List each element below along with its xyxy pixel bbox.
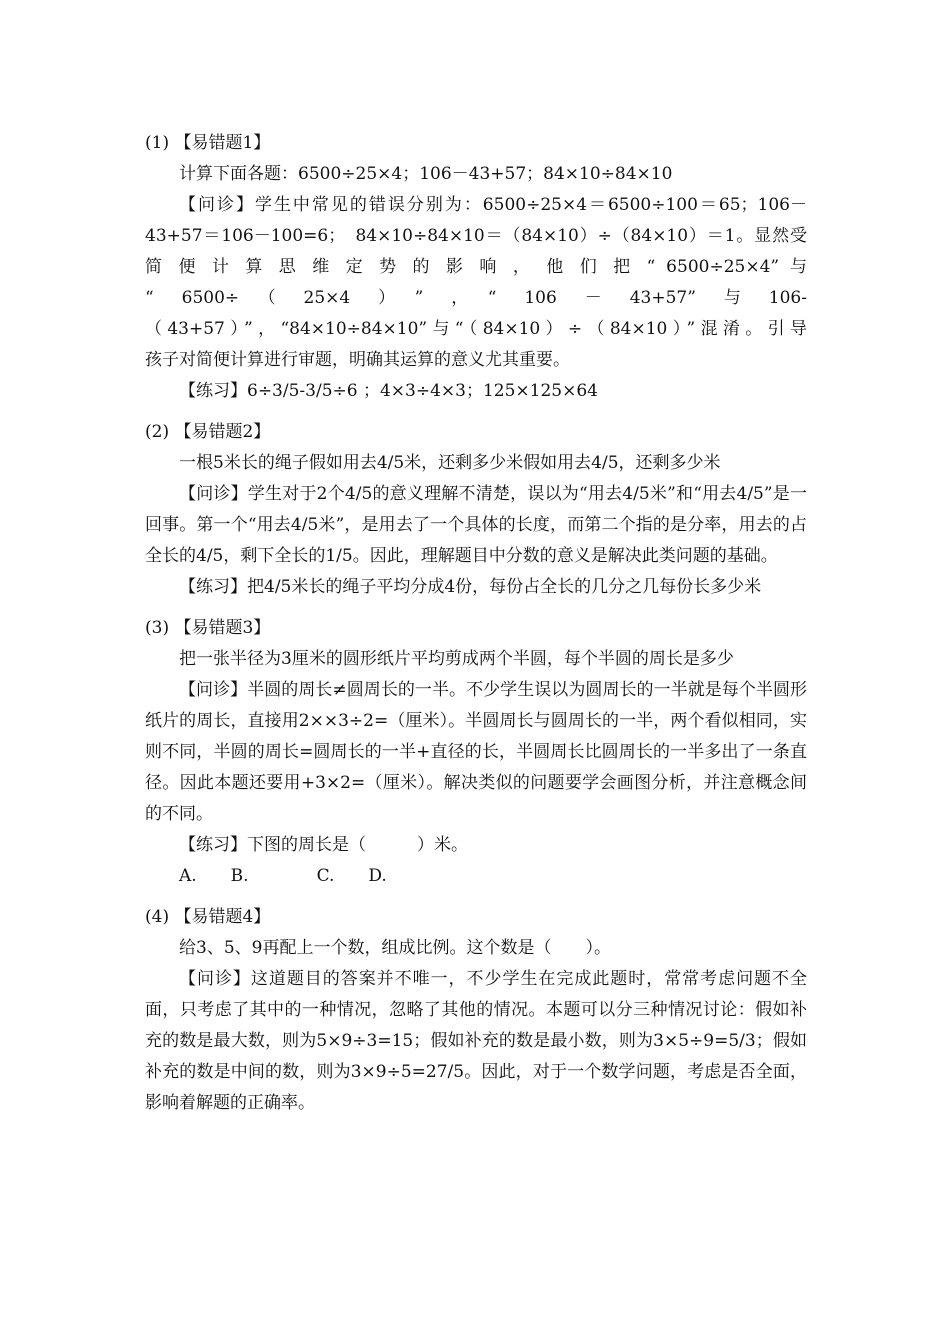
- question-2-diagnosis: 【问诊】学生对于2个4/5的意义理解不清楚，误以为“用去4/5米”和“用去4/5”是一回事。第一个“用去4/5米”，是用去了一个具体的长度，而第二个指的是分率，用去的占全长的4/5，剩下全长的1/5。因此，理解题目中分数的意义是解决此类问题的基础。: [145, 484, 807, 566]
- question-1-problem: 计算下面各题：6500÷25×4；106－43+57；84×10÷84×10: [179, 164, 673, 184]
- question-4-diagnosis: 【问诊】这道题目的答案并不唯一，不少学生在完成此题时，常常考虑问题不全面，只考虑了其中的一种情况，忽略了其他的情况。本题可以分三种情况讨论：假如补充的数是最大数，则为5×9÷3=15；假如补充的数是最小数，则为3×5÷9=5/3；假如补充的数是中间的数，则为3×9÷5=27/5。因此，对于一个数学问题，考虑是否全面，影响着解题的正确率。: [145, 969, 807, 1113]
- question-1-heading: (1) 【易错题1】: [145, 133, 271, 153]
- question-1-diagnosis-line-5: （43+57）”，“84×10÷84×10”与“（84×10）÷（84×10）”混淆。引导: [145, 319, 807, 339]
- question-3-heading: (3) 【易错题3】: [145, 618, 271, 638]
- question-2-practice: 【练习】把4/5米长的绳子平均分成4份，每份占全长的几分之几每份长多少米: [179, 577, 762, 597]
- question-3: [145, 613, 807, 892]
- question-4-problem: 给3、5、9再配上一个数，组成比例。这个数是（ ）。: [179, 938, 611, 958]
- question-2-problem: 一根5米长的绳子假如用去4/5米，还剩多少米假如用去4/5，还剩多少米: [179, 453, 721, 473]
- question-3-choices: A. B. C. D.: [179, 866, 387, 886]
- question-1: [145, 128, 807, 407]
- question-1-diagnosis-line-1: 【问诊】学生中常见的错误分别为：6500÷25×4＝6500÷100＝65；106－: [179, 195, 807, 215]
- question-1-diagnosis-line-2: 43+57＝106－100=6； 84×10÷84×10＝（84×10）÷（84×10）＝1。显然受: [145, 226, 807, 246]
- document-page: [145, 128, 807, 1129]
- question-3-problem: 把一张半径为3厘米的圆形纸片平均剪成两个半圆，每个半圆的周长是多少: [179, 649, 734, 669]
- question-1-diagnosis-line-4: “ 6500÷ （ 25×4 ） ” ， “ 106 － 43+57” 与 106-: [145, 288, 807, 308]
- question-2-heading: (2) 【易错题2】: [145, 422, 271, 442]
- question-4: [145, 902, 807, 1119]
- question-3-practice: 【练习】下图的周长是（ ）米。: [179, 835, 468, 855]
- question-4-heading: (4) 【易错题4】: [145, 907, 271, 927]
- question-1-practice: 【练习】6÷3/5-3/5÷6 ；4×3÷4×3；125×125×64: [179, 381, 598, 401]
- question-1-diagnosis-line-6: 孩子对简便计算进行审题，明确其运算的意义尤其重要。: [145, 350, 570, 370]
- question-1-diagnosis-line-3: 简 便 计 算 思 维 定 势 的 影 响 ， 他 们 把 “ 6500÷25×4” 与: [145, 257, 807, 277]
- question-3-diagnosis: 【问诊】半圆的周长≠圆周长的一半。不少学生误以为圆周长的一半就是每个半圆形纸片的周长，直接用2××3÷2=（厘米）。半圆周长与圆周长的一半，两个看似相同，实则不同，半圆的周长=圆周长的一半+直径的长，半圆周长比圆周长的一半多出了一条直径。因此本题还要用+3×2=（厘米）。解决类似的问题要学会画图分析，并注意概念间的不同。: [145, 680, 807, 824]
- question-2: [145, 417, 807, 603]
